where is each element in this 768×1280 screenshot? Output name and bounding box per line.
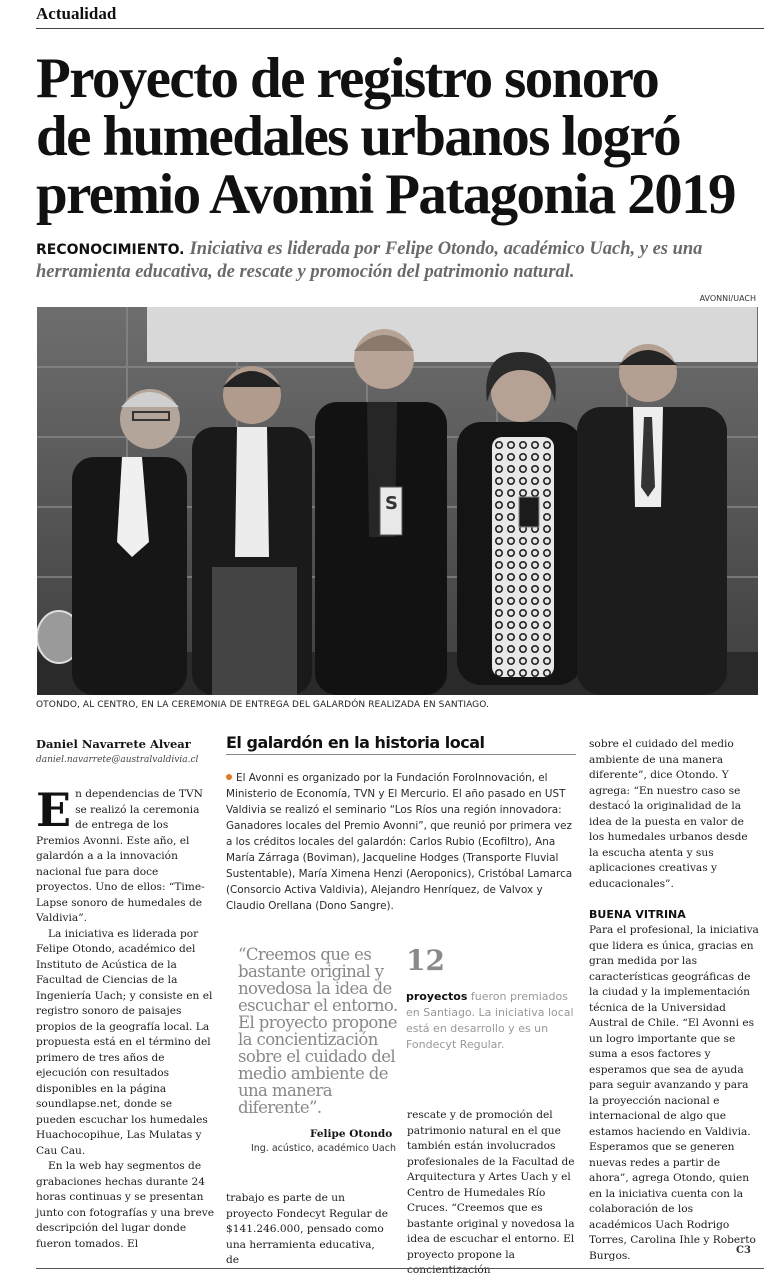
kicker-tag: RECONOCIMIENTO.: [36, 242, 185, 258]
stat-label: proyectos: [406, 990, 468, 1003]
body-column-3: [407, 1108, 577, 1279]
top-rule: [36, 28, 764, 29]
paragraph-continued-3: rescate y de promoción del patrimonio natural en el que también están involucrados profesionales de la Facultad de Arquitectura y Artes Uach y el Centro de Humedales Río Cruces. “Creemos que es bastante original y novedosa la idea de escuchar el entorno. El proyecto propone la concientización: [407, 1109, 575, 1276]
quote-author: Felipe Otondo: [310, 1128, 393, 1140]
photo-credit: AVONNI/UACH: [699, 294, 756, 303]
headline-line-2: de humedales urbanos logró: [36, 105, 681, 168]
paragraph-intro: [36, 783, 214, 927]
stat-description: fueron premiados en Santiago. La iniciativa local está en desarrollo y es un Fondecyt Regular.: [406, 990, 574, 1051]
stat-number: 12: [406, 944, 445, 977]
ceremony-photo: [37, 307, 758, 695]
kicker-deck: Iniciativa es liderada por Felipe Otondo, académico Uach, y es una herramienta educativa, de rescate y promoción del patrimonio natural.: [36, 239, 703, 282]
ceremony-photo-illustration: [37, 307, 758, 695]
body-column-2: [226, 1191, 388, 1269]
quote-author-role: Ing. acústico, académico Uach: [250, 1143, 396, 1154]
sidebar-title: El galardón en la historia local: [226, 733, 485, 752]
byline-email[interactable]: daniel.navarrete@australvaldivia.cl: [36, 755, 199, 765]
subhead-buena-vitrina: BUENA VITRINA: [589, 908, 686, 921]
photo-caption: OTONDO, AL CENTRO, EN LA CEREMONIA DE ENTREGA DEL GALARDÓN REALIZADA EN SANTIAGO.: [36, 700, 490, 710]
kicker: [36, 238, 756, 283]
headline-line-3: premio Avonni Patagonia 2019: [36, 163, 735, 226]
body-column-4: [589, 737, 759, 1264]
drop-cap: E: [36, 783, 72, 837]
sidebar-body: [226, 770, 576, 914]
bottom-rule: [36, 1268, 764, 1269]
paragraph-continued-4: sobre el cuidado del medio ambiente de una manera diferente”, dice Otondo. Y agrega: “En nuestro caso se destacó la originalidad de la idea de la puesta en valor de los humedales urbanos desde la escucha atenta y sus aplicaciones creativas y educacionales”.: [589, 738, 748, 890]
paragraph-intro-text: n dependencias de TVN se realizó la ceremonia de entrega de los Premios Avonni. Este año, el galardón a a la innovación nacional fue para doce proyectos. Uno de ellos: “Time-Lapse sonoro de humedales de Valdivia”.: [36, 788, 205, 924]
paragraph-final: Para el profesional, la iniciativa que lidera es única, gracias en gran medida por las características geográficas de la ciudad y la implementación técnica de la Universidad Austral de Chile. “El Avonni es un logro importante que se suma a esos factores y esperamos que sea de ayuda para seguir avanzando y para la proyección nacional e internacional de algo que estamos haciendo en Valdivia. Esperamos que se generen nuevas redes a partir de ahora”, agrega Otondo, quien en la iniciativa cuenta con la colaboración de los académicos Uach Rodrigo Torres, Carolina Ihle y Roberto Burgos.: [589, 924, 759, 1262]
sidebar-text: El Avonni es organizado por la Fundación ForoInnovación, el Ministerio de Economía, TVN y El Mercurio. El año pasado en UST Valdivia se realizó el seminario “Los Ríos una región innovadora: Ganadores locales del Premio Avonni”, que reunió por primera vez a los créditos locales del galardón: Carlos Rubio (Ecofiltro), Ana María Zárraga (Boviman), Jacqueline Hodges (Transporte Fluvial Sustentable), María Ximena Henzi (Aeroponics), Cristóbal Lamarca (Consorcio Activa Valdivia), Alejandro Henríquez, de Valvox y Claudio Orellana (Dono Sangre).: [226, 772, 573, 912]
pull-quote: “Creemos que es bastante original y novedosa la idea de escuchar el entorno. El proyecto propone la concientización sobre el cuidado del medio ambiente de una manera diferente”.: [238, 945, 398, 1117]
headline-line-1: Proyecto de registro sonoro: [36, 47, 659, 110]
body-column-1: [36, 783, 215, 1252]
paragraph-2: La iniciativa es liderada por Felipe Otondo, académico del Instituto de Acústica de la Facultad de Ciencias de la Ingeniería Uach; y consiste en el registro sonoro de paisajes propios de la geografía local. La propuesta está en el término del primero de tres años de ejecución con resultados disponibles en la página soundlapse.net, donde se pueden escuchar los humedales Huachocopihue, Las Mulatas y Cau Cau.: [36, 927, 213, 1157]
stat-text: [406, 989, 576, 1053]
paragraph-continued-2: trabajo es parte de un proyecto Fondecyt Regular de $141.246.000, pensado como una herramienta educativa, de: [226, 1192, 389, 1266]
byline-name: Daniel Navarrete Alvear: [36, 737, 191, 751]
section-label: Actualidad: [36, 4, 117, 23]
paragraph-3: En la web hay segmentos de grabaciones hechas durante 24 horas continuas y se presentan junto con fotografías y una breve descripción del lugar donde fueron tomados. El: [36, 1160, 215, 1250]
end-mark: C3: [736, 1245, 751, 1256]
headline: [36, 47, 764, 226]
bullet-dot-icon: [226, 774, 232, 780]
svg-text:S: S: [385, 493, 398, 514]
sidebar-rule: [226, 754, 576, 755]
